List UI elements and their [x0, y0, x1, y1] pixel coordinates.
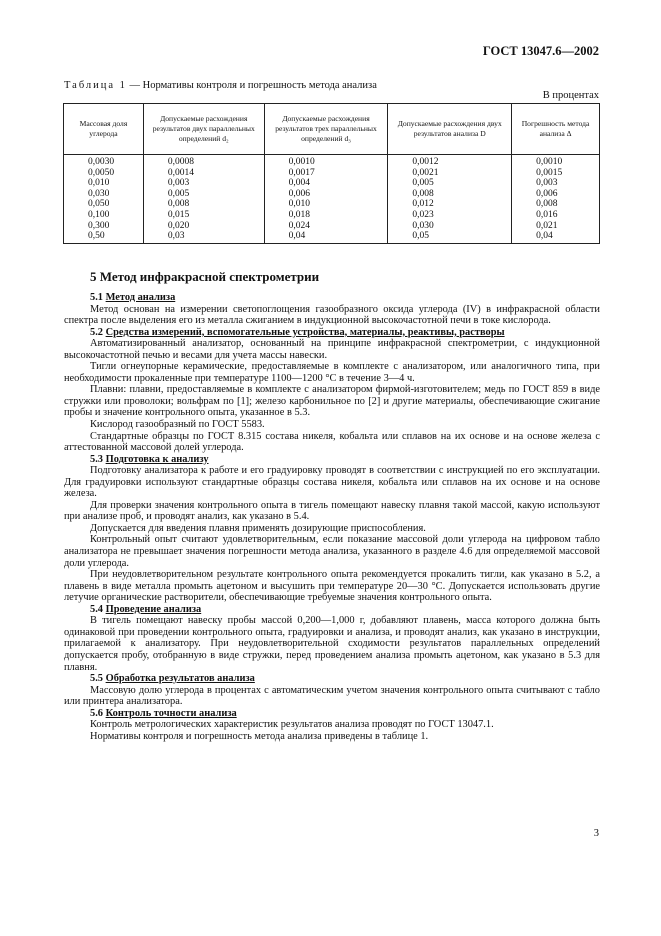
subsection-title: Проведение анализа	[105, 603, 202, 615]
table-caption	[64, 80, 377, 91]
col-header-error: Погрешность метода анализа Δ	[512, 104, 600, 155]
subsection-number: 5.1	[90, 292, 103, 303]
subsection-heading	[64, 292, 600, 304]
col-header-d2: Допускаемые расхождения результатов двух параллельных определений d₂	[143, 104, 264, 155]
paragraph: Контрольный опыт считают удовлетворительным, если показание массовой доли углерода на цифровом табло анализатора не превышает значения погрешности метода анализа, указанного в разделе 4.6 для определяемой массовой доли углерода.	[64, 534, 600, 569]
subsection-title: Контроль точности анализа	[105, 707, 237, 719]
norms-table	[63, 103, 600, 244]
paragraph: Метод основан на измерении светопоглощения газообразного оксида углерода (IV) в инфракрасной области спектра после выделения его из металла сжиганием в индукционной высокочастотной печи в токе кислорода.	[64, 303, 600, 327]
subsection-title: Средства измерений, вспомогательные устройства, материалы, реактивы, растворы	[105, 326, 505, 338]
section-title: 5 Метод инфракрасной спектрометрии	[90, 269, 320, 284]
table-cell-d2: 0,0008 0,0014 0,003 0,005 0,008 0,015 0,020 0,03	[143, 155, 264, 244]
table-header-row	[64, 104, 600, 155]
paragraph: Автоматизированный анализатор, основанный на принципе инфракрасной спектрометрии, с индукционной высокочастотной печью и весами для учета массы навески.	[64, 338, 600, 361]
col-header-d3: Допускаемые расхождения результатов трех параллельных определений d₃	[264, 104, 388, 155]
subsection-heading	[64, 454, 600, 466]
subsection-heading	[64, 673, 600, 685]
table-cell-D: 0,0012 0,0021 0,005 0,008 0,012 0,023 0,030 0,05	[388, 155, 512, 244]
document-body	[64, 292, 600, 742]
table-row	[64, 155, 600, 244]
subsection-heading	[64, 604, 600, 616]
subsection-title: Подготовка к анализу	[105, 453, 209, 465]
subsection-number: 5.2	[90, 326, 103, 338]
subsection-number: 5.4	[90, 603, 103, 615]
table-cell-d3: 0,0010 0,0017 0,004 0,006 0,010 0,018 0,024 0,04	[264, 155, 388, 244]
paragraph: Плавни: плавни, предоставляемые в комплекте с анализатором фирмой-изготовителем; медь по ГОСТ 859 в виде стружки или проволоки; вольфрам по [1]; железо карбонильное по [2] и другие материалы, обеспечивающие сжигание пробы и значение контрольного опыта, указанное в 5.3.	[64, 384, 600, 419]
paragraph: Допускается для введения плавня применять дозирующие приспособления.	[90, 522, 426, 534]
paragraph: При неудовлетворительном результате контрольного опыта рекомендуется прокалить тигли, как указано в 5.2, а плавень в виде металла промыть ацетоном и высушить при температуре 20—30 °С. Допускается использовать другие летучие органические растворители, обеспечивающие требуемые значения контрольного опыта.	[64, 569, 600, 604]
subsection-number: 5.5	[90, 673, 103, 685]
subsection-heading	[64, 327, 600, 339]
paragraph: В тигель помещают навеску пробы массой 0,200—1,000 г, добавляют плавень, масса которого должна быть одинаковой при проведении контрольного опыта, градуировки и анализа, и проводят анализ, как указано в инструкции, прилагаемой к анализатору. При неудовлетворительной сходимости результатов параллельных определений допускается пробу, отобранную в виде стружки, перед проведением анализа промыть ацетоном, как указано в 5.3 для плавня.	[64, 615, 600, 673]
subsection-number: 5.3	[90, 453, 103, 465]
paragraph: Тигли огнеупорные керамические, предоставляемые в комплекте с анализатором, или аналогичного типа, при необходимости прокаленные при температуре 1100—1200 °С в течение 3—4 ч.	[64, 361, 600, 384]
col-header-D: Допускаемые расхождения двух результатов анализа D	[388, 104, 512, 155]
subsection-title: Обработка результатов анализа	[105, 673, 255, 685]
subsection-title: Метод анализа	[105, 292, 176, 303]
subsection-heading	[64, 708, 600, 720]
table-cell-carbon: 0,0030 0,0050 0,010 0,030 0,050 0,100 0,300 0,50	[64, 155, 144, 244]
col-header-carbon: Массовая доля углерода	[64, 104, 144, 155]
table-caption-text: — Нормативы контроля и погрешность метода анализа	[126, 80, 377, 91]
table-cell-error: 0,0010 0,0015 0,003 0,006 0,008 0,016 0,021 0,04	[512, 155, 600, 244]
paragraph: Кислород газообразный по ГОСТ 5583.	[90, 419, 265, 431]
subsection-number: 5.6	[90, 707, 103, 719]
page-number: 3	[593, 828, 599, 839]
table-caption-prefix: Таблица 1	[64, 80, 127, 91]
paragraph: Массовую долю углерода в процентах с автоматическим учетом значения контрольного опыта считывают с табло или принтера анализатора.	[64, 684, 600, 708]
paragraph: Для проверки значения контрольного опыта в тигель помещают навеску плавня такой массой, какую используют при анализе проб, и проводят анализ, как указано в 5.4.	[64, 499, 600, 523]
paragraph: Подготовку анализатора к работе и его градуировку проводят в соответствии с инструкцией по его эксплуатации. Для градуировки используют стандартные образцы состава никеля, кобальта или сплавов на их основе и на основе железа.	[64, 465, 600, 500]
paragraph: Стандартные образцы по ГОСТ 8.315 состава никеля, кобальта или сплавов на их основе и на основе железа с аттестованной массовой долей углерода.	[64, 430, 600, 454]
document-code: ГОСТ 13047.6—2002	[482, 44, 599, 58]
table-unit: В процентах	[542, 90, 599, 101]
paragraph: Нормативы контроля и погрешность метода анализа приведены в таблице 1.	[90, 730, 429, 742]
paragraph: Контроль метрологических характеристик результатов анализа проводят по ГОСТ 13047.1.	[90, 719, 494, 731]
